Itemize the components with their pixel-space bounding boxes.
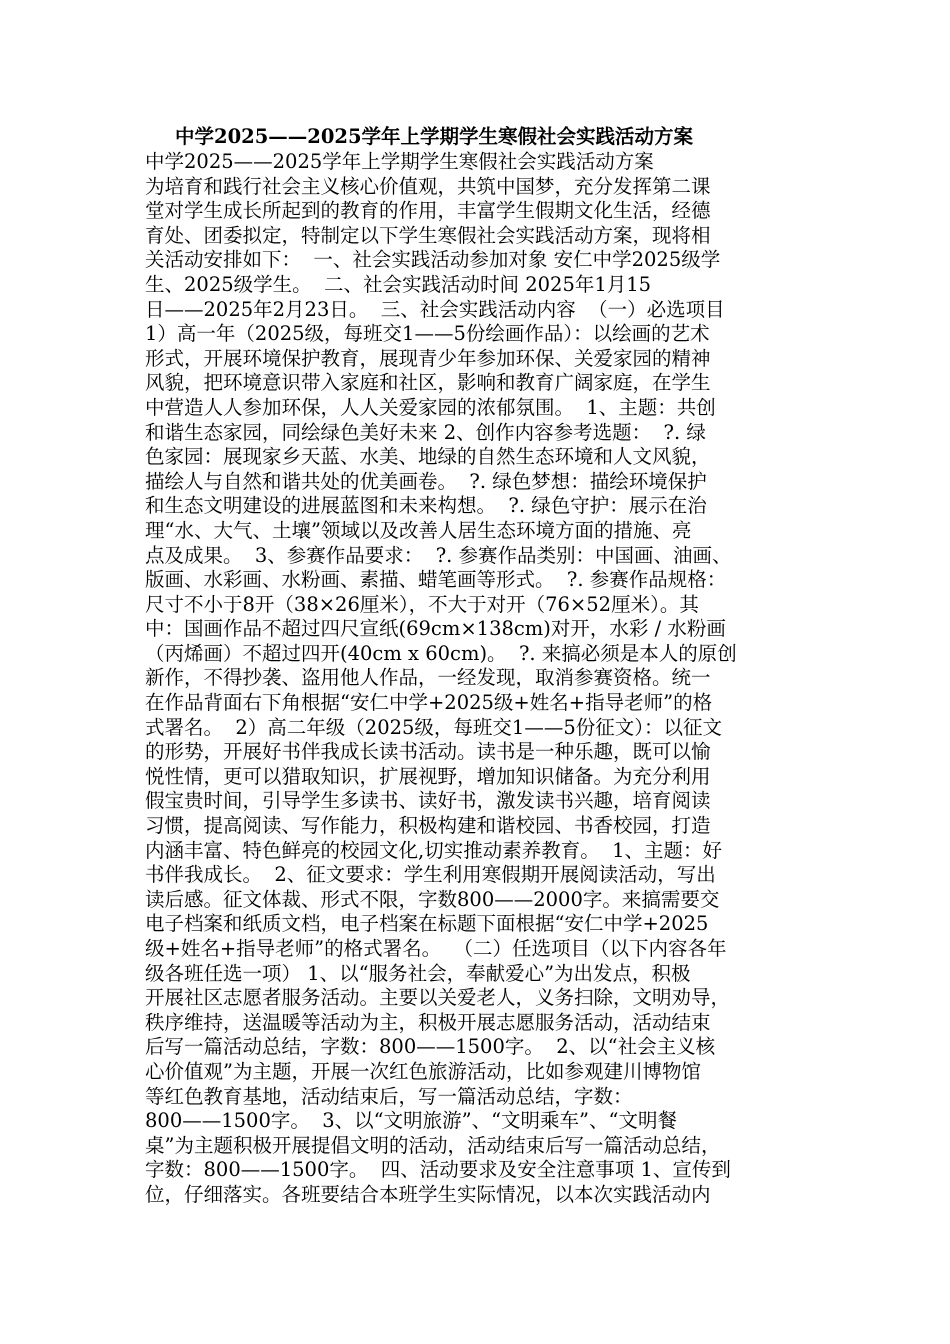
document-page — [145, 124, 807, 1208]
document-body: 中学2025——2025学年上学期学生寒假社会实践活动方案 为培育和践行社会主义核心价值观，共筑中国梦，充分发挥第二课 堂对学生成长所起到的教育的作用，丰富学生假期文化生活，经德 育处、团委拟定，特制定以下学生寒假社会实践活动方案，现将相 关活动安排如下： 一、社会实践活动参加对象 安仁中学2025级学 生、2025级学生。 二、社会实践活动时间 2025年1月15 日——2025年2月23日。 三、社会实践活动内容 （一）必选项目 1）高一年（2025级，每班交1——5份绘画作品）：以绘画的艺术 形式，开展环境保护教育，展现青少年参加环保、关爱家园的精神 风貌，把环境意识带入家庭和社区，影响和教育广阔家庭，在学生 中营造人人参加环保，人人关爱家园的浓郁氛围。 1、主题：共创 和谐生态家园，同绘绿色美好未来 2、创作内容参考选题： ?. 绿 色家园：展现家乡天蓝、水美、地绿的自然生态环境和人文风貌， 描绘人与自然和谐共处的优美画卷。 ?. 绿色梦想：描绘环境保护 和生态文明建设的进展蓝图和未来构想。 ?. 绿色守护：展示在治 理“水、大气、土壤”领域以及改善人居生态环境方面的措施、亮 点及成果。 3、参赛作品要求： ?. 参赛作品类别：中国画、油画、 版画、水彩画、水粉画、素描、蜡笔画等形式。 ?. 参赛作品规格： 尺寸不小于8开（38×26厘米），不大于对开（76×52厘米）。其 中：国画作品不超过四尺宣纸(69cm×138cm)对开，水彩 / 水粉画 （丙烯画）不超过四开(40cm x 60cm)。 ?. 来搞必须是本人的原创 新作，不得抄袭、盗用他人作品，一经发现，取消参赛资格。统一 在作品背面右下角根据“安仁中学+2025级+姓名+指导老师”的格 式署名。 2）高二年级（2025级，每班交1——5份征文）：以征文 的形势，开展好书伴我成长读书活动。读书是一种乐趣，既可以愉 悦性情，更可以猎取知识，扩展视野，增加知识储备。为充分利用 假宝贵时间，引导学生多读书、读好书，激发读书兴趣，培育阅读 习惯，提高阅读、写作能力，积极构建和谐校园、书香校园，打造 内涵丰富、特色鲜亮的校园文化,切实推动素养教育。 1、主题：好 书伴我成长。 2、征文要求：学生利用寒假期开展阅读活动，写出 读后感。征文体裁、形式不限，字数800——2000字。来搞需要交 电子档案和纸质文档，电子档案在标题下面根据“安仁中学+2025 级+姓名+指导老师”的格式署名。 （二）任选项目（以下内容各年 级各班任选一项） 1、以“服务社会，奉献爱心”为出发点，积极 开展社区志愿者服务活动。主要以关爱老人，义务扫除，文明劝导， 秩序维持，送温暖等活动为主，积极开展志愿服务活动，活动结束 后写一篇活动总结，字数：800——1500字。 2、以“社会主义核 心价值观”为主题，开展一次红色旅游活动，比如参观建川博物馆 等红色教育基地，活动结束后，写一篇活动总结，字数： 800——1500字。 3、以“文明旅游”、“文明乘车”、“文明餐 桌”为主题积极开展提倡文明的活动，活动结束后写一篇活动总结， 字数：800——1500字。 四、活动要求及安全注意事项 1、宣传到 位，仔细落实。各班要结合本班学生实际情况，以本次实践活动内 — [145, 150, 737, 1206]
document-title: 中学2025——2025学年上学期学生寒假社会实践活动方案 — [175, 125, 694, 148]
